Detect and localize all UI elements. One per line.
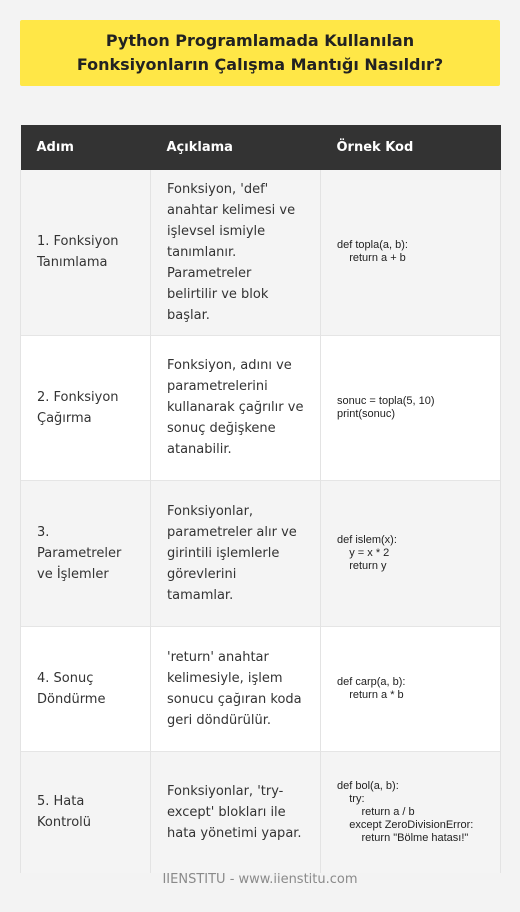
step-label: 1. Fonksiyon Tanımlama — [37, 234, 119, 271]
step-description: Fonksiyon, 'def' anahtar kelimesi ve işlevsel ismiyle tanımlanır. Parametreler belirtilir ve blok başlar. — [167, 181, 296, 323]
description-cell — [151, 626, 321, 751]
step-cell — [21, 626, 151, 751]
step-cell — [21, 751, 151, 873]
table-row — [21, 626, 501, 751]
table-row — [21, 335, 501, 480]
step-label: 5. Hata Kontrolü — [37, 794, 92, 831]
description-cell — [151, 480, 321, 626]
code-cell — [321, 335, 501, 480]
step-description: Fonksiyonlar, 'try-except' blokları ile hata yönetimi yapar. — [167, 783, 302, 841]
code-cell — [321, 170, 501, 335]
step-label: 4. Sonuç Döndürme — [37, 670, 106, 707]
step-label: 3. Parametreler ve İşlemler — [37, 524, 122, 582]
description-cell — [151, 170, 321, 335]
step-label: 2. Fonksiyon Çağırma — [37, 389, 119, 426]
step-description: Fonksiyon, adını ve parametrelerini kullanarak çağrılır ve sonuç değişkene atanabilir. — [167, 358, 304, 457]
code-cell — [321, 626, 501, 751]
header-step: Adım — [21, 125, 151, 170]
description-cell — [151, 335, 321, 480]
code-example: def topla(a, b): return a + b — [337, 239, 408, 265]
code-example: def bol(a, b): try: return a / b except ZeroDivisionError: return "Bölme hatası!" — [337, 779, 474, 844]
page-title: Python Programlamada Kullanılan Fonksiyonların Çalışma Mantığı Nasıldır? — [20, 20, 500, 86]
code-example: def islem(x): y = x * 2 return y — [337, 533, 397, 572]
step-cell — [21, 335, 151, 480]
code-cell — [321, 480, 501, 626]
code-example: sonuc = topla(5, 10) print(sonuc) — [337, 394, 435, 420]
functions-table — [20, 125, 501, 873]
step-description: 'return' anahtar kelimesiyle, işlem sonucu çağıran koda geri döndürülür. — [167, 649, 302, 728]
table-row — [21, 480, 501, 626]
table-row — [21, 751, 501, 873]
header-description: Açıklama — [151, 125, 321, 170]
table-row — [21, 170, 501, 335]
table-header-row — [21, 125, 501, 170]
description-cell — [151, 751, 321, 873]
header-code: Örnek Kod — [321, 125, 501, 170]
code-cell — [321, 751, 501, 873]
footer-credit: IIENSTITU - www.iienstitu.com — [162, 872, 358, 887]
code-example: def carp(a, b): return a * b — [337, 675, 406, 701]
step-cell — [21, 170, 151, 335]
step-description: Fonksiyonlar, parametreler alır ve girintili işlemlerle görevlerini tamamlar. — [167, 503, 297, 603]
step-cell — [21, 480, 151, 626]
